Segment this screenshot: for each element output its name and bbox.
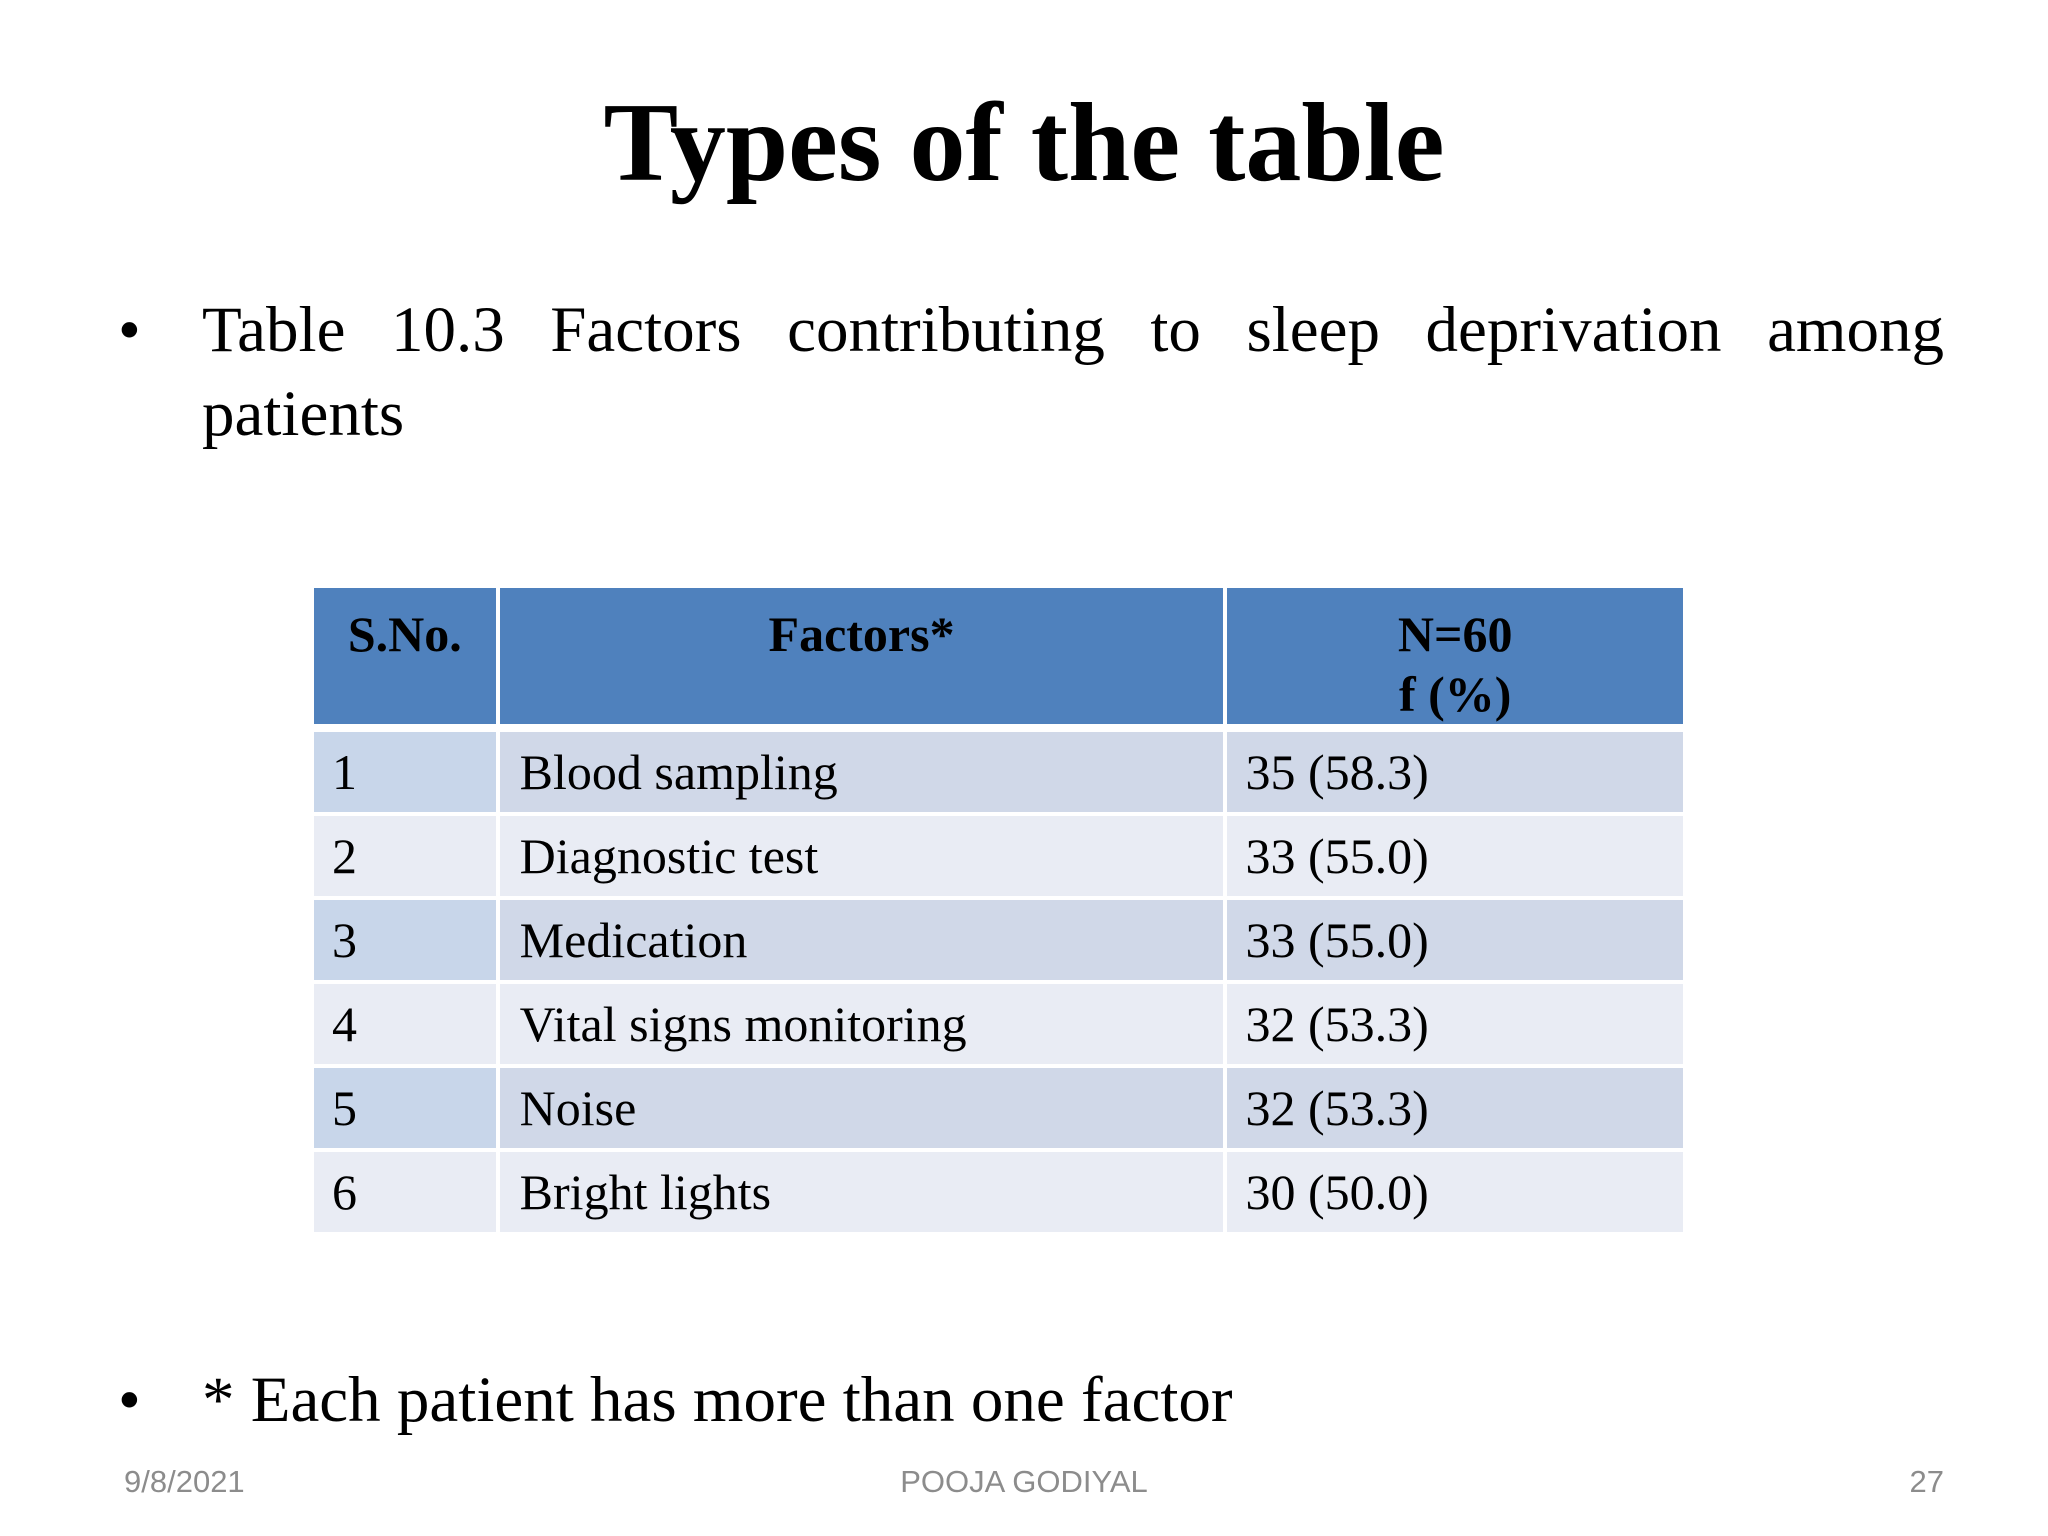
cell-sno: 3 xyxy=(312,898,498,982)
cell-factor: Medication xyxy=(498,898,1226,982)
table-row xyxy=(312,814,1685,898)
table-caption-line1: Table 10.3 Factors contributing to sleep deprivation among xyxy=(202,294,1944,366)
footnote: * Each patient has more than one factor xyxy=(202,1364,1233,1436)
cell-sno: 5 xyxy=(312,1066,498,1150)
data-table xyxy=(310,584,1687,1236)
header-factors: Factors* xyxy=(498,586,1226,728)
table-caption xyxy=(202,288,1944,456)
cell-sno: 4 xyxy=(312,982,498,1066)
cell-value: 32 (53.3) xyxy=(1225,1066,1685,1150)
header-n-line2: f (%) xyxy=(1399,666,1512,722)
header-n-line1: N=60 xyxy=(1397,606,1513,662)
table-row xyxy=(312,982,1685,1066)
cell-sno: 6 xyxy=(312,1150,498,1234)
cell-value: 32 (53.3) xyxy=(1225,982,1685,1066)
cell-sno: 2 xyxy=(312,814,498,898)
table-row xyxy=(312,898,1685,982)
bullet-marker: • xyxy=(118,294,141,366)
cell-factor: Bright lights xyxy=(498,1150,1226,1234)
cell-value: 33 (55.0) xyxy=(1225,814,1685,898)
table-header-row xyxy=(312,586,1685,728)
header-sno: S.No. xyxy=(312,586,498,728)
cell-value: 35 (58.3) xyxy=(1225,728,1685,814)
cell-factor: Noise xyxy=(498,1066,1226,1150)
header-n xyxy=(1225,586,1685,728)
cell-value: 33 (55.0) xyxy=(1225,898,1685,982)
cell-sno: 1 xyxy=(312,728,498,814)
table-row xyxy=(312,1150,1685,1234)
cell-factor: Diagnostic test xyxy=(498,814,1226,898)
cell-value: 30 (50.0) xyxy=(1225,1150,1685,1234)
slide-title: Types of the table xyxy=(603,81,1445,205)
table-row xyxy=(312,1066,1685,1150)
footer-author: POOJA GODIYAL xyxy=(900,1464,1148,1499)
bullet-marker: • xyxy=(118,1364,141,1436)
cell-factor: Blood sampling xyxy=(498,728,1226,814)
table-row xyxy=(312,728,1685,814)
footer-date: 9/8/2021 xyxy=(124,1464,245,1499)
table-caption-line2: patients xyxy=(202,378,405,450)
cell-factor: Vital signs monitoring xyxy=(498,982,1226,1066)
footer-page-number: 27 xyxy=(1909,1464,1944,1499)
